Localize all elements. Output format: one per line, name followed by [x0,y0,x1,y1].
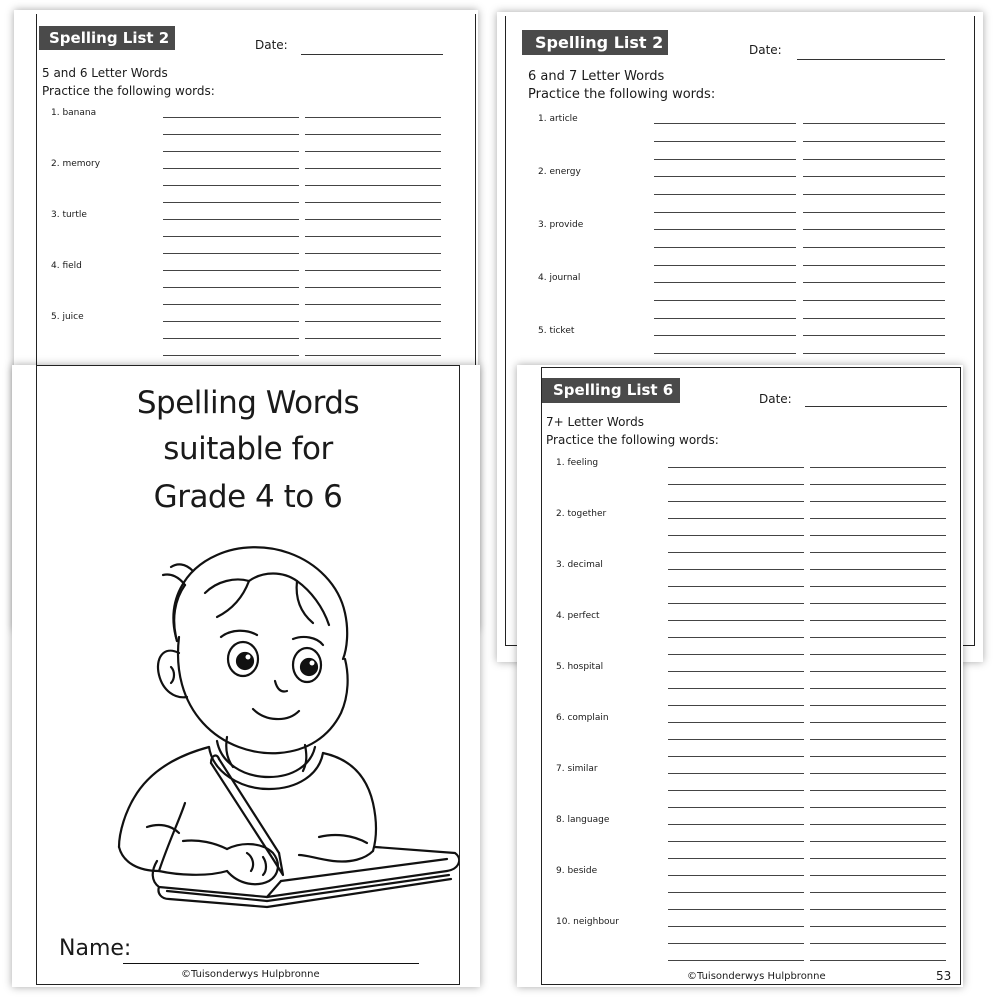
writing-line[interactable] [810,926,946,927]
writing-line[interactable] [803,318,945,319]
writing-line[interactable] [654,247,796,248]
instruction-text: Practice the following words: [546,433,719,447]
writing-line[interactable] [163,202,299,203]
writing-line[interactable] [810,722,946,723]
writing-line[interactable] [810,518,946,519]
word-row [37,210,475,261]
word-row [542,713,960,764]
writing-line[interactable] [668,535,804,536]
spelling-word: 5. juice [51,312,84,322]
date-line [797,59,945,60]
cover-title-line-1: Spelling Words [136,385,360,421]
word-row [506,167,974,220]
writing-line[interactable] [654,265,796,266]
spelling-word: 3. decimal [556,560,603,570]
writing-line[interactable] [803,212,945,213]
writing-line[interactable] [668,926,804,927]
writing-line[interactable] [668,620,804,621]
writing-line[interactable] [810,586,946,587]
word-row [542,866,960,917]
writing-line[interactable] [803,335,945,336]
writing-line[interactable] [668,773,804,774]
writing-line[interactable] [810,739,946,740]
list-badge: Spelling List 2 [39,26,175,50]
spelling-word: 2. energy [538,167,581,177]
spelling-word: 3. turtle [51,210,87,220]
writing-line[interactable] [668,586,804,587]
writing-line[interactable] [305,287,441,288]
writing-line[interactable] [668,892,804,893]
page-number: 53 [936,969,952,983]
writing-line[interactable] [654,176,796,177]
spelling-word: 4. field [51,261,82,271]
writing-line[interactable] [810,943,946,944]
writing-line[interactable] [668,722,804,723]
word-row [542,509,960,560]
writing-line[interactable] [803,159,945,160]
writing-line[interactable] [305,117,441,118]
spelling-word: 4. perfect [556,611,600,621]
writing-line[interactable] [810,841,946,842]
date-label: Date: [759,392,792,406]
writing-line[interactable] [810,552,946,553]
spelling-word: 10. neighbour [556,917,619,927]
writing-line[interactable] [163,117,299,118]
writing-line[interactable] [668,943,804,944]
writing-line[interactable] [654,229,796,230]
writing-line[interactable] [668,858,804,859]
spelling-word: 1. article [538,114,578,124]
spelling-word: 7. similar [556,764,598,774]
word-rows [506,114,974,379]
writing-line[interactable] [654,194,796,195]
writing-line[interactable] [305,253,441,254]
writing-line[interactable] [803,176,945,177]
list-badge: Spelling List 2 [522,30,668,55]
writing-line[interactable] [803,247,945,248]
list-badge: Spelling List 6 [542,378,680,403]
date-line [805,406,947,407]
writing-line[interactable] [803,300,945,301]
writing-line[interactable] [654,282,796,283]
writing-line[interactable] [163,185,299,186]
writing-line[interactable] [668,841,804,842]
writing-line[interactable] [305,185,441,186]
spelling-word: 2. memory [51,159,101,169]
cover-title-line-2: suitable for [163,431,333,467]
date-line [301,54,443,55]
spelling-word: 1. banana [51,108,97,118]
writing-line[interactable] [810,875,946,876]
word-row [506,220,974,273]
writing-line[interactable] [163,168,299,169]
writing-line[interactable] [803,141,945,142]
writing-line[interactable] [810,484,946,485]
writing-line[interactable] [668,671,804,672]
writing-line[interactable] [810,705,946,706]
writing-line[interactable] [668,756,804,757]
copyright-footer: ©Tuisonderwys Hulpbronne [181,969,320,980]
writing-line[interactable] [305,168,441,169]
word-row [542,764,960,815]
writing-line[interactable] [810,773,946,774]
writing-line[interactable] [668,824,804,825]
writing-line[interactable] [668,603,804,604]
spelling-word: 3. provide [538,220,584,230]
writing-line[interactable] [305,338,441,339]
writing-line[interactable] [654,123,796,124]
word-row [37,159,475,210]
writing-line[interactable] [654,212,796,213]
writing-line[interactable] [810,501,946,502]
writing-line[interactable] [305,304,441,305]
writing-line[interactable] [803,282,945,283]
writing-line[interactable] [163,355,299,356]
cover-inner-border [36,365,460,985]
writing-line[interactable] [803,353,945,354]
writing-line[interactable] [654,335,796,336]
writing-line[interactable] [163,321,299,322]
writing-line[interactable] [668,484,804,485]
writing-line[interactable] [305,151,441,152]
word-row [37,261,475,312]
spelling-word: 5. hospital [556,662,604,672]
word-row [542,458,960,509]
writing-line[interactable] [668,705,804,706]
worksheet-spelling-list-6 [517,365,963,987]
cover-sheet [12,365,480,987]
writing-line[interactable] [803,194,945,195]
word-row [37,312,475,363]
word-row [542,611,960,662]
writing-line[interactable] [810,535,946,536]
word-row [542,815,960,866]
name-line [123,963,419,964]
writing-line[interactable] [668,807,804,808]
date-label: Date: [749,43,782,57]
writing-line[interactable] [810,790,946,791]
writing-line[interactable] [810,671,946,672]
writing-line[interactable] [810,688,946,689]
writing-line[interactable] [163,304,299,305]
writing-line[interactable] [668,569,804,570]
writing-line[interactable] [163,236,299,237]
writing-line[interactable] [810,467,946,468]
writing-line[interactable] [668,501,804,502]
writing-line[interactable] [163,338,299,339]
boy-writing-in-book-icon [67,541,460,921]
word-row [542,917,960,968]
spelling-word: 9. beside [556,866,598,876]
writing-line[interactable] [668,909,804,910]
word-row [506,114,974,167]
writing-line[interactable] [668,637,804,638]
writing-line[interactable] [654,300,796,301]
writing-line[interactable] [163,287,299,288]
writing-line[interactable] [654,159,796,160]
writing-line[interactable] [810,603,946,604]
writing-line[interactable] [668,790,804,791]
writing-line[interactable] [305,134,441,135]
word-row [37,108,475,159]
word-rows [542,458,960,968]
writing-line[interactable] [668,552,804,553]
worksheet-inner-border [541,367,961,985]
writing-line[interactable] [305,236,441,237]
word-group-heading: 6 and 7 Letter Words [528,69,665,84]
instruction-text: Practice the following words: [528,87,716,102]
writing-line[interactable] [803,265,945,266]
word-group-heading: 5 and 6 Letter Words [42,66,168,80]
writing-line[interactable] [163,253,299,254]
writing-line[interactable] [654,141,796,142]
writing-line[interactable] [810,637,946,638]
name-label: Name: [59,936,132,961]
writing-line[interactable] [305,202,441,203]
writing-line[interactable] [810,858,946,859]
writing-line[interactable] [668,960,804,961]
instruction-text: Practice the following words: [42,84,215,98]
cover-title-line-3: Grade 4 to 6 [153,479,343,515]
writing-line[interactable] [163,270,299,271]
spelling-word: 2. together [556,509,607,519]
writing-line[interactable] [668,467,804,468]
writing-line[interactable] [305,219,441,220]
writing-line[interactable] [810,620,946,621]
writing-line[interactable] [810,824,946,825]
writing-line[interactable] [163,219,299,220]
writing-line[interactable] [668,654,804,655]
writing-line[interactable] [163,151,299,152]
writing-line[interactable] [668,875,804,876]
writing-line[interactable] [163,134,299,135]
writing-line[interactable] [810,960,946,961]
spelling-word: 5. ticket [538,326,575,336]
writing-line[interactable] [810,909,946,910]
writing-line[interactable] [654,318,796,319]
writing-line[interactable] [810,654,946,655]
writing-line[interactable] [305,355,441,356]
writing-line[interactable] [654,353,796,354]
writing-line[interactable] [305,321,441,322]
spelling-word: 1. feeling [556,458,599,468]
spelling-word: 4. journal [538,273,581,283]
word-row [542,662,960,713]
date-label: Date: [255,38,288,52]
spelling-word: 8. language [556,815,610,825]
writing-line[interactable] [305,270,441,271]
writing-line[interactable] [810,569,946,570]
writing-line[interactable] [803,229,945,230]
writing-line[interactable] [810,892,946,893]
copyright-footer: ©Tuisonderwys Hulpbronne [687,971,826,982]
writing-line[interactable] [810,807,946,808]
word-group-heading: 7+ Letter Words [546,415,644,429]
writing-line[interactable] [668,688,804,689]
word-rows [37,108,475,363]
word-row [542,560,960,611]
writing-line[interactable] [803,123,945,124]
spelling-word: 6. complain [556,713,609,723]
writing-line[interactable] [668,518,804,519]
word-row [506,273,974,326]
writing-line[interactable] [668,739,804,740]
writing-line[interactable] [810,756,946,757]
